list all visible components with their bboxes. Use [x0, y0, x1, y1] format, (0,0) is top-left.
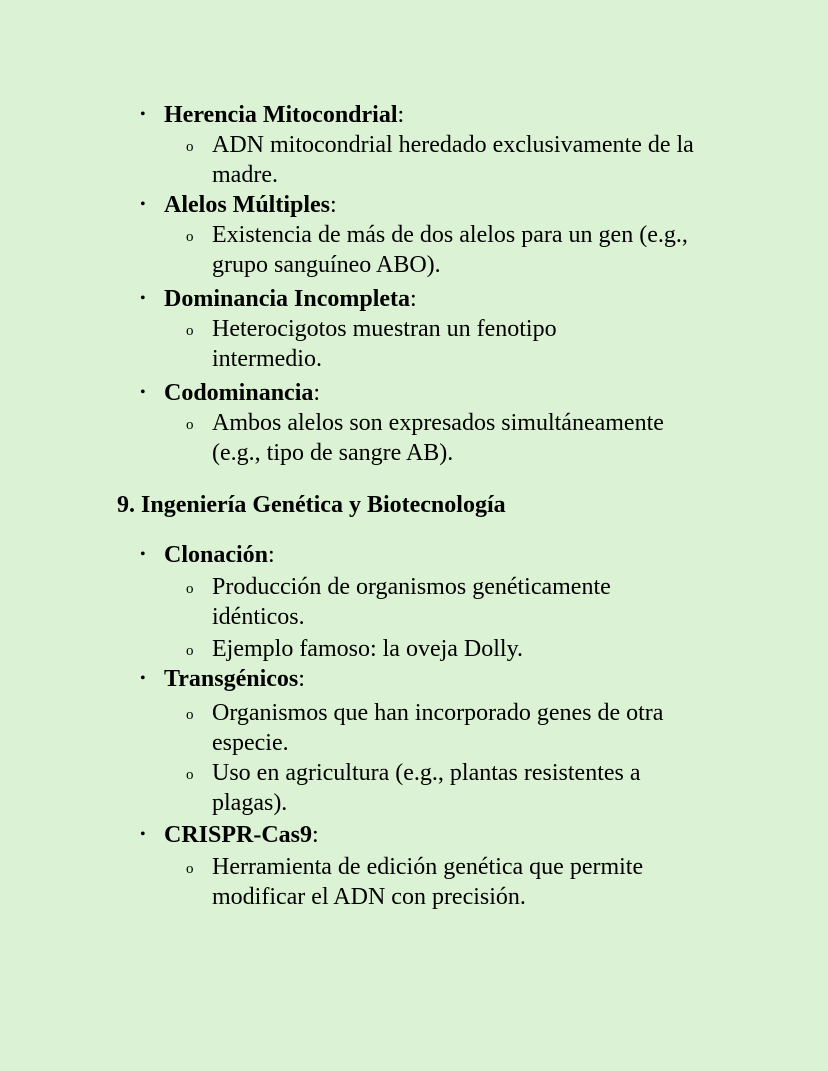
list-item: • CRISPR-Cas9:: [164, 820, 319, 850]
sub-list-item: o Uso en agricultura (e.g., plantas resistentes a plagas).: [212, 758, 712, 818]
sub-list-item: o Organismos que han incorporado genes de otra especie.: [212, 698, 692, 758]
list-item: • Transgénicos:: [164, 664, 305, 694]
sub-list-item: o Herramienta de edición genética que permite modificar el ADN con precisión.: [212, 852, 712, 912]
list-item: • Codominancia:: [164, 378, 320, 408]
sub-list-item: o Producción de organismos genéticamente idénticos.: [212, 572, 682, 632]
sub-list-item: o Existencia de más de dos alelos para un gen (e.g., grupo sanguíneo ABO).: [212, 220, 712, 280]
list-item: • Dominancia Incompleta:: [164, 284, 417, 314]
sub-list-item: o Ambos alelos son expresados simultáneamente (e.g., tipo de sangre AB).: [212, 408, 692, 468]
sub-list-item: o ADN mitocondrial heredado exclusivamente de la madre.: [212, 130, 712, 190]
sub-list-item: o Heterocigotos muestran un fenotipo intermedio.: [212, 314, 632, 374]
list-item: • Herencia Mitocondrial:: [164, 100, 404, 130]
sub-list-item: o Ejemplo famoso: la oveja Dolly.: [212, 634, 712, 664]
section-heading: 9. Ingeniería Genética y Biotecnología: [117, 492, 506, 518]
list-item: • Clonación:: [164, 540, 275, 570]
list-item: • Alelos Múltiples:: [164, 190, 337, 220]
